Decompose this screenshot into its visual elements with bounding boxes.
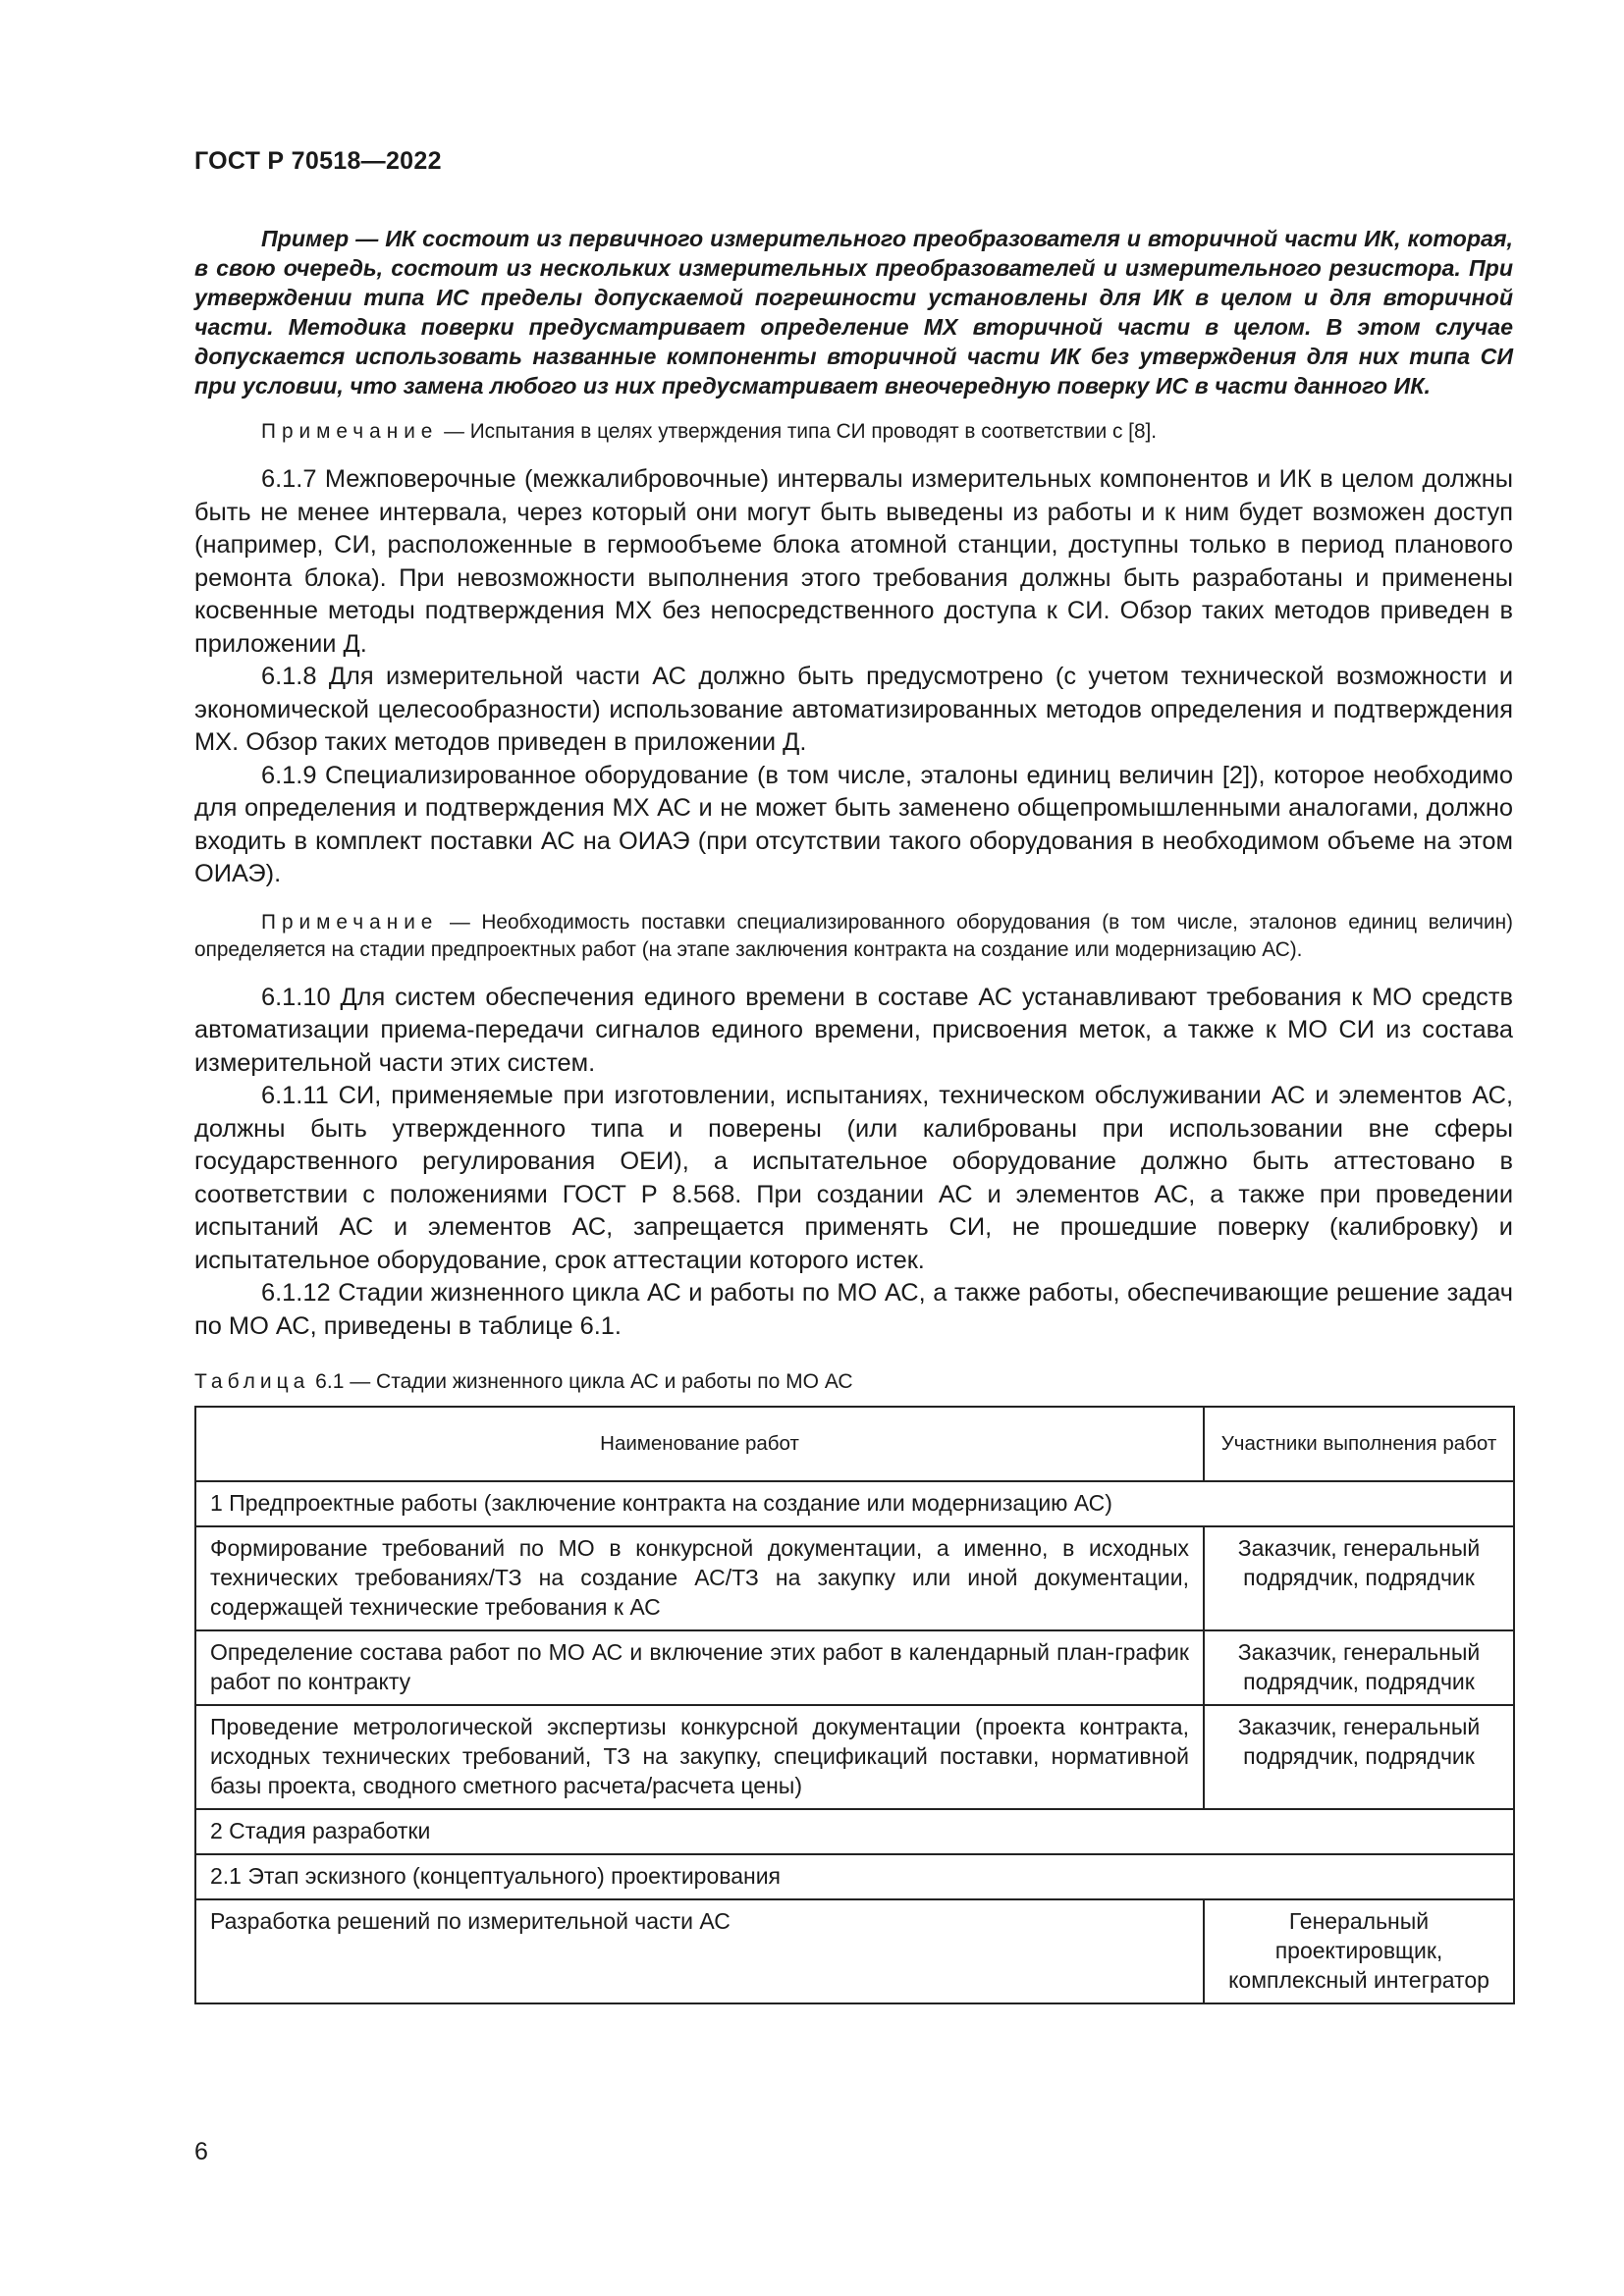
table-section-cell: 2.1 Этап эскизного (концептуального) проектирования [195,1854,1514,1899]
document-header: ГОСТ Р 70518—2022 [194,147,442,175]
paragraph-6-1-11: 6.1.11 СИ, применяемые при изготовлении, испытаниях, техническом обслуживании АС и элементов АС, должны быть утвержденного типа и поверены (или калиброваны при использовании вне сферы государственного регулирования ОЕИ), а испытательное оборудование должно быть аттестовано в соответствии с положениями ГОСТ Р 8.568. При создании АС и элементов АС, а также при проведении испытаний АС и элементов АС, запрещается применять СИ, не прошедшие поверку (калибровку) и испытательное оборудование, срок аттестации которого истек. [194,1082,1513,1274]
table-work-cell: Разработка решений по измерительной части АС [195,1899,1204,2003]
table-section-cell: 2 Стадия разработки [195,1809,1514,1854]
table-work-cell: Формирование требований по МО в конкурсной документации, а именно, в исходных технических требованиях/ТЗ на создание АС/ТЗ на закупку или иной документации, содержащей технические требования к АС [195,1526,1204,1630]
table-row [195,1526,1514,1630]
table-caption [194,1368,1513,1396]
note-text: — Необходимость поставки специализированного оборудования (в том числе, эталонов единиц величин) определяется на стадии предпроектных работ (на этапе заключения контракта на создание или модернизацию АС). [194,910,1513,961]
example-paragraph: Пример — ИК состоит из первичного измерительного преобразователя и вторичной части ИК, которая, в свою очередь, состоит из нескольких измерительных преобразователей и измерительного резистора. При утверждении типа ИС пределы допускаемой погрешности установлены для ИК в целом и для вторичной части. Методика поверки предусматривает определение МХ вторичной части в целом. В этом случае допускается использовать названные компоненты вторичной части ИК без утверждения для них типа СИ при условии, что замена любого из них предусматривает внеочередную поверку ИС в части данного ИК. [194,226,1513,399]
note-paragraph [194,909,1513,964]
note-label: Примечание [261,910,439,934]
paragraph-6-1-8: 6.1.8 Для измерительной части АС должно быть предусмотрено (с учетом технической возможности и экономической целесообразности) использование автоматизированных методов определения и подтверждения МХ. Обзор таких методов приведен в приложении Д. [194,663,1513,756]
table-row [195,1705,1514,1809]
table-row [195,1809,1514,1854]
table-row [195,1630,1514,1705]
paragraph-6-1-9: 6.1.9 Специализированное оборудование (в том числе, эталоны единиц величин [2]), которое необходимо для определения и подтверждения МХ АС и не может быть заменено общепромышленными аналогами, должно входить в комплект поставки АС на ОИАЭ (при отсутствии такого оборудования в необходимом объеме на этом ОИАЭ). [194,761,1513,887]
document-body [194,224,1513,2004]
table-row [195,1481,1514,1526]
table-row [195,1899,1514,2003]
table-participants-cell: Генеральный проектировщик, комплексный интегратор [1204,1899,1514,2003]
table-work-cell: Определение состава работ по МО АС и включение этих работ в календарный план-график работ по контракту [195,1630,1204,1705]
table-work-cell: Проведение метрологической экспертизы конкурсной документации (проекта контракта, исходных технических требований, ТЗ на закупку, спецификаций поставки, нормативной базы проекта, сводного сметного расчета/расчета цены) [195,1705,1204,1809]
table-caption-text: 6.1 — Стадии жизненного цикла АС и работы по МО АС [309,1370,853,1393]
table-caption-label: Таблица [194,1370,310,1393]
table-participants-cell: Заказчик, генеральный подрядчик, подрядчик [1204,1705,1514,1809]
note-label: Примечание [261,420,439,443]
paragraph-6-1-7: 6.1.7 Межповерочные (межкалибровочные) интервалы измерительных компонентов и ИК в целом должны быть не менее интервала, через который они могут быть выведены из работы и к ним будет возможен доступ (например, СИ, расположенные в гермообъеме блока атомной станции, доступны только в период планового ремонта блока). При невозможности выполнения этого требования должны быть разработаны и применены косвенные методы подтверждения МХ без непосредственного доступа к СИ. Обзор таких методов приведен в приложении Д. [194,465,1513,658]
table-section-cell: 1 Предпроектные работы (заключение контракта на создание или модернизацию АС) [195,1481,1514,1526]
paragraph-6-1-10: 6.1.10 Для систем обеспечения единого времени в составе АС устанавливают требования к МО средств автоматизации приема-передачи сигналов единого времени, присвоения меток, а также к МО СИ из состава измерительной части этих систем. [194,983,1513,1077]
table-row [195,1854,1514,1899]
paragraph-6-1-12: 6.1.12 Стадии жизненного цикла АС и работы по МО АС, а также работы, обеспечивающие решение задач по МО АС, приведены в таблице 6.1. [194,1279,1513,1340]
table-participants-cell: Заказчик, генеральный подрядчик, подрядчик [1204,1526,1514,1630]
table-header-work: Наименование работ [195,1407,1204,1481]
table-participants-cell: Заказчик, генеральный подрядчик, подрядчик [1204,1630,1514,1705]
table-header-participants: Участники выполнения работ [1204,1407,1514,1481]
note-text: — Испытания в целях утверждения типа СИ проводят в соответствии с [8]. [438,420,1158,443]
note-paragraph [194,418,1513,446]
page-number: 6 [194,2138,208,2165]
lifecycle-table [194,1406,1515,2004]
